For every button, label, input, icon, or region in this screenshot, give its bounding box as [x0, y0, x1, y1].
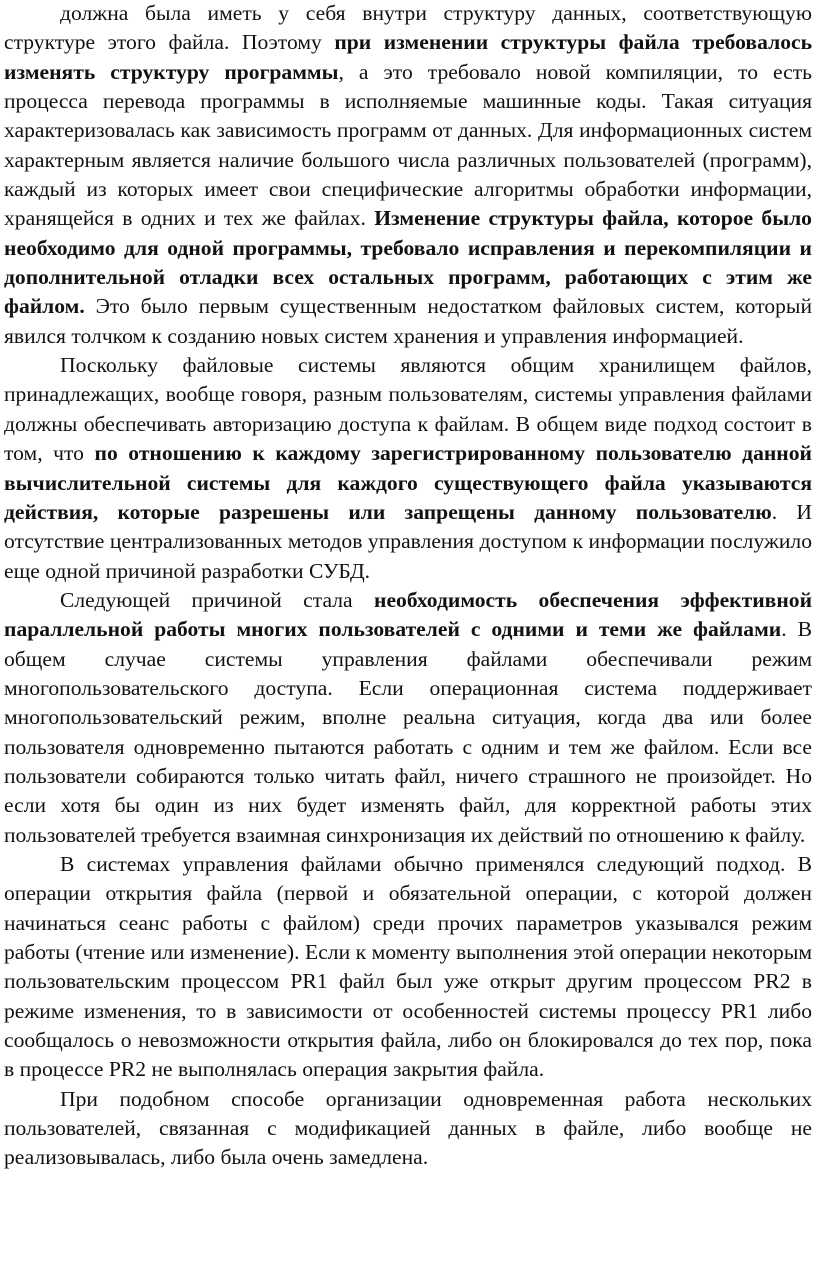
paragraph-1-bold-1: при изменении структуры файла требовалось изменять структуру программы	[4, 30, 812, 84]
paragraph-2	[4, 351, 812, 586]
paragraph-1-text-3: Это было первым существенным недостатком файловых систем, который явился толчком к созданию новых систем хранения и управления информацией.	[4, 294, 812, 348]
paragraph-2-text-1: Поскольку файловые системы являются общим хранилищем файлов, принадлежащих, вообще говоря, разным пользователям, системы управления файлами должны обеспечивать авторизацию доступа к файлам. В общем виде подход состоит в том, что	[4, 353, 812, 466]
paragraph-4-text-1: В системах управления файлами обычно применялся следующий подход. В операции открытия файла (первой и обязательной операции, с которой должен начинаться сеанс работы с файлом) среди прочих параметров указывался режим работы (чтение или изменение). Если к моменту выполнения этой операции некоторым пользовательским процессом PR1 файл был уже открыт другим процессом PR2 в режиме изменения, то в зависимости от особенностей системы процессу PR1 либо сообщалось о невозможности открытия файла, либо он блокировался до тех пор, пока в процессе PR2 не выполнялась операция закрытия файла.	[4, 851, 812, 1082]
paragraph-3-text-2: . В общем случае системы управления файлами обеспечивали режим многопользовательского доступа. Если операционная система поддерживает многопользовательский режим, вполне реальна ситуация, когда два или более пользователя одновременно пытаются работать с одним и тем же файлом. Если все пользователи собираются только читать файл, ничего страшного не произойдет. Но если хотя бы один из них будет изменять файл, для корректной работы этих пользователей требуется взаимная синхронизация их действий по отношению к файлу.	[4, 617, 812, 847]
paragraph-1	[4, 0, 812, 351]
paragraph-3-text-1: Следующей причиной стала	[60, 587, 375, 612]
paragraph-2-text-2: . И отсутствие централизованных методов управления доступом к информации послужило еще одной причиной разработки СУБД.	[4, 499, 812, 583]
paragraph-3	[4, 586, 812, 850]
paragraph-2-bold-1: по отношению к каждому зарегистрированному пользователю данной вычислительной системы для каждого существующего файла указываются действия, которые разрешены или запрещены данному пользователю	[4, 441, 812, 524]
paragraph-1-bold-2: Изменение структуры файла, которое было необходимо для одной программы, требовало исправления и перекомпиляции и дополнительной отладки всех остальных программ, работающих с этим же файлом.	[4, 206, 812, 319]
paragraph-3-bold-1: необходимость обеспечения эффективной параллельной работы многих пользователей с одними и теми же файлами	[4, 587, 813, 642]
paragraph-1-text-2: , а это требовало новой компиляции, то есть процесса перевода программы в исполняемые машинные коды. Такая ситуация характеризовалась как зависимость программ от данных. Для информационных систем характерным является наличие большого числа различных пользователей (программ), каждый из которых имеет свои специфические алгоритмы обработки информации, хранящейся в одних и тех же файлах.	[4, 59, 812, 231]
paragraph-5-text-1: При подобном способе организации одновременная работа нескольких пользователей, связанная с модификацией данных в файле, либо вообще не реализовывалась, либо была очень замедлена.	[4, 1086, 812, 1170]
paragraph-1-text-1: должна была иметь у себя внутри структуру данных, соответствующую структуре этого файла. Поэтому	[4, 1, 812, 55]
paragraph-5	[4, 1085, 812, 1173]
paragraph-4	[4, 850, 812, 1085]
